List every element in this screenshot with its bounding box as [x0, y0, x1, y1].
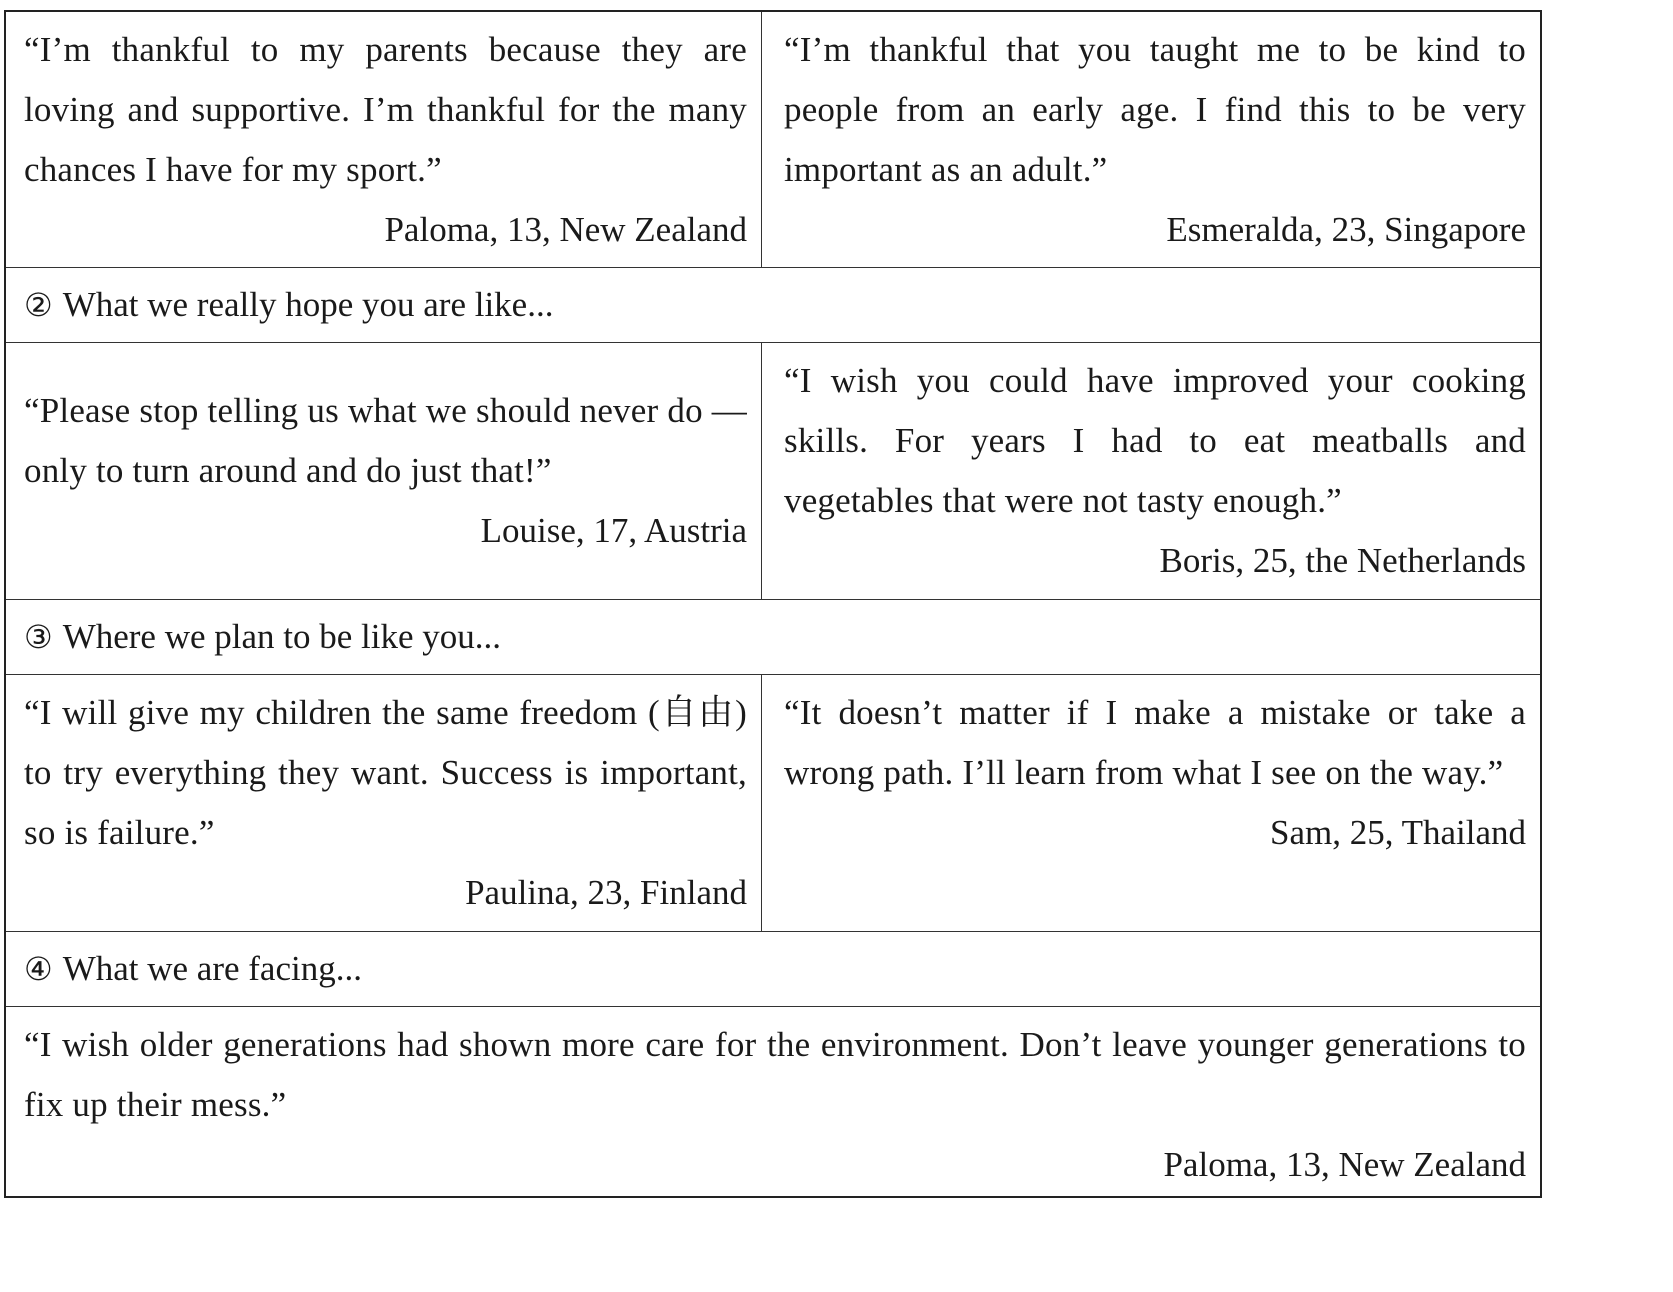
quote-text: “Please stop telling us what we should never do — only to turn around and do just that!” [24, 391, 747, 490]
section-heading-4 [6, 932, 1540, 1007]
quote-text: “It doesn’t matter if I make a mistake or take a wrong path. I’ll learn from what I see on the way.” [784, 693, 1526, 792]
section-heading-2 [6, 268, 1540, 343]
quote-row-3 [6, 675, 1540, 932]
quote-text: “I’m thankful to my parents because they are loving and supportive. I’m thankful for the many chances I have for my sport.” [24, 30, 747, 189]
quote-cell-sam [762, 675, 1540, 931]
section-title [6, 600, 1540, 674]
quote-cell-paloma [6, 12, 762, 267]
quote-cell-esmeralda [762, 12, 1540, 267]
section-title-text: Where we plan to be like you... [62, 617, 502, 656]
quote-author: Paloma, 13, New Zealand [384, 210, 747, 249]
quote-author: Esmeralda, 23, Singapore [1166, 210, 1526, 249]
quote-text: “I wish older generations had shown more care for the environment. Don’t leave younger generations to fix up their mess.” [24, 1025, 1526, 1124]
quote-author: Boris, 25, the Netherlands [1159, 541, 1526, 580]
quote-cell-paloma-environment [6, 1007, 1540, 1196]
quote-cell-louise [6, 343, 762, 599]
quote-row-4 [6, 1007, 1540, 1196]
section-title [6, 268, 1540, 342]
circled-number-4: ④ [24, 950, 53, 988]
quote-author: Paloma, 13, New Zealand [1163, 1145, 1526, 1184]
quote-text: “I will give my children the same freedom (自由) to try everything they want. Success is important, so is failure.” [24, 693, 747, 852]
section-title-text: What we are facing... [62, 949, 362, 988]
section-title [6, 932, 1540, 1006]
circled-number-2: ② [24, 286, 53, 324]
quote-cell-paulina [6, 675, 762, 931]
quote-author: Louise, 17, Austria [480, 511, 747, 550]
quote-cell-boris [762, 343, 1540, 599]
circled-number-3: ③ [24, 618, 53, 656]
quote-text: “I’m thankful that you taught me to be kind to people from an early age. I find this to be very important as an adult.” [784, 30, 1526, 189]
quotes-table [4, 10, 1542, 1198]
quote-author: Sam, 25, Thailand [1270, 813, 1526, 852]
section-title-text: What we really hope you are like... [62, 285, 554, 324]
quote-row-2 [6, 343, 1540, 600]
quote-text: “I wish you could have improved your cooking skills. For years I had to eat meatballs and vegetables that were not tasty enough.” [784, 361, 1526, 520]
quote-row-1 [6, 12, 1540, 268]
quote-author: Paulina, 23, Finland [465, 873, 747, 912]
section-heading-3 [6, 600, 1540, 675]
